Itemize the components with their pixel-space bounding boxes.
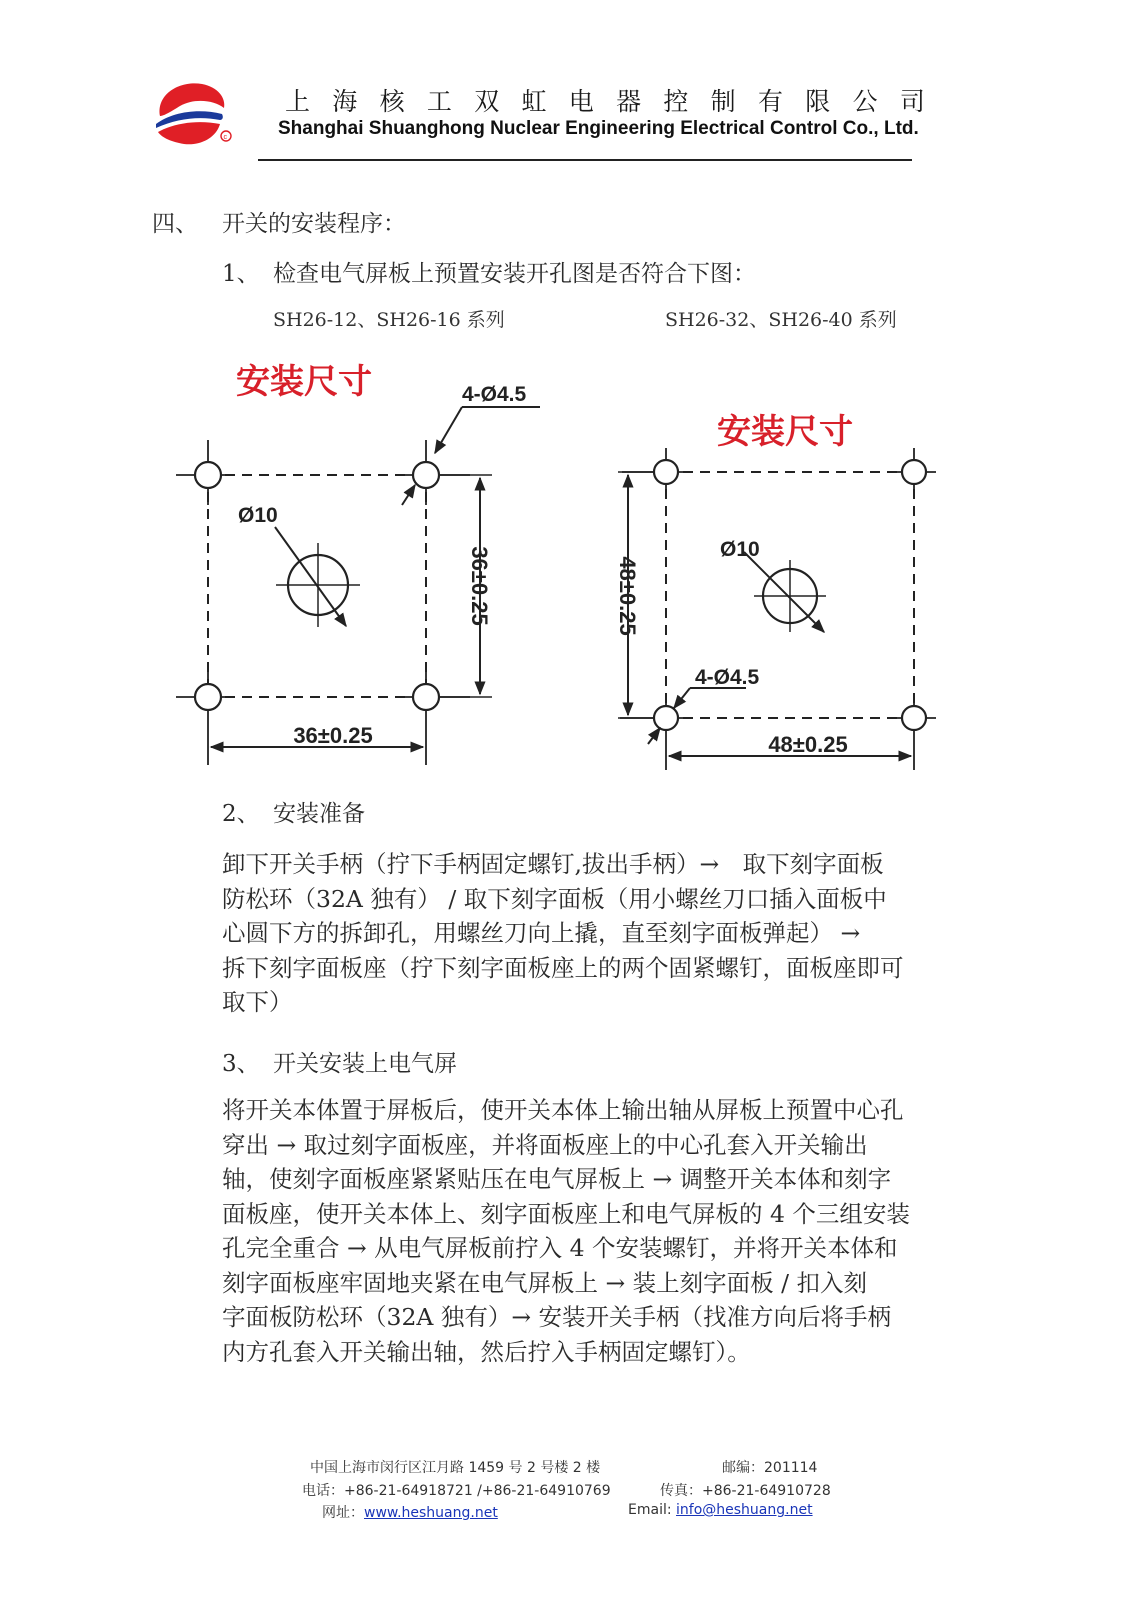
text-line: 孔完全重合 → 从电气屏板前拧入 4 个安装螺钉，并将开关本体和 <box>222 1234 898 1262</box>
vertical-dimension: 48±0.25 <box>615 556 640 636</box>
company-name-char: 海 <box>332 87 358 116</box>
company-name-en: Shanghai Shuanghong Nuclear Engineering Electrical Control Co., Ltd. <box>278 118 919 139</box>
vertical-dimension: 36±0.25 <box>467 546 492 626</box>
svg-text:c: c <box>223 134 227 141</box>
company-name-char: 有 <box>757 87 783 116</box>
section-title: 开关的安装程序： <box>222 211 406 237</box>
mounting-diagram-left <box>170 345 580 775</box>
website-link[interactable]: www.heshuang.net <box>364 1505 498 1521</box>
company-name-char: 电 <box>568 87 594 116</box>
text-line: 心圆下方的拆卸孔，用螺丝刀向上撬，直至刻字面板弹起） → <box>222 919 861 947</box>
text-line: 取下） <box>222 988 293 1016</box>
text-line: 卸下开关手柄（拧下手柄固定螺钉,拔出手柄）→ 取下刻字面板 <box>222 850 884 878</box>
section-number: 四、 <box>152 211 198 237</box>
email-label: Email: <box>628 1502 677 1518</box>
company-name-char: 虹 <box>521 87 547 116</box>
footer-address: 中国上海市闵行区江月路 1459 号 2 号楼 2 楼 <box>310 1460 601 1476</box>
text-line: 将开关本体置于屏板后，使开关本体上输出轴从屏板上预置中心孔 <box>222 1096 904 1124</box>
step2-title: 安装准备 <box>273 801 365 827</box>
company-name-char: 工 <box>426 87 452 116</box>
footer-postcode: 邮编：201114 <box>722 1460 818 1476</box>
step2-body <box>222 847 982 1020</box>
footer-website <box>322 1502 498 1522</box>
company-name-char: 上 <box>285 87 311 116</box>
step3-number: 3、 <box>222 1051 260 1077</box>
company-name-char: 公 <box>852 87 878 116</box>
mounting-hole <box>195 684 221 710</box>
footer-fax: 传真：+86-21-64910728 <box>660 1483 831 1499</box>
series-label-right: SH26-32、SH26-40 系列 <box>665 309 897 331</box>
mounting-hole <box>413 684 439 710</box>
hole-label: 4-Ø4.5 <box>695 666 760 689</box>
text-line: 防松环（32A 独有） / 取下刻字面板（用小螺丝刀口插入面板中 <box>222 884 887 913</box>
hole-label: 4-Ø4.5 <box>462 383 527 406</box>
header-divider <box>258 159 912 161</box>
footer-email <box>628 1502 813 1518</box>
mounting-hole <box>654 706 678 730</box>
mounting-hole <box>413 462 439 488</box>
step3-body <box>222 1093 982 1369</box>
footer-phone: 电话：+86-21-64918721 /+86-21-64910769 <box>302 1483 611 1499</box>
diagram-title: 安装尺寸 <box>236 363 372 401</box>
company-name-cn <box>285 82 925 118</box>
company-logo <box>150 78 236 148</box>
text-line: 面板座，使开关本体上、刻字面板座上和电气屏板的 4 个三组安装 <box>222 1199 910 1228</box>
series-label-left: SH26-12、SH26-16 系列 <box>273 309 505 331</box>
text-line: 内方孔套入开关输出轴，然后拧入手柄固定螺钉）。 <box>222 1337 751 1366</box>
company-name-char: 限 <box>805 87 831 116</box>
company-name-char: 司 <box>899 87 925 116</box>
mounting-diagram-right <box>610 400 955 780</box>
website-label: 网址： <box>322 1505 364 1521</box>
company-name-char: 双 <box>474 87 500 116</box>
text-line: 拆下刻字面板座（拧下刻字面板座上的两个固紧螺钉，面板座即可 <box>222 953 904 982</box>
mounting-hole <box>902 460 926 484</box>
mounting-hole <box>654 460 678 484</box>
step1-number: 1、 <box>222 261 260 287</box>
text-line: 刻字面板座牢固地夹紧在电气屏板上 → 装上刻字面板 / 扣入刻 <box>222 1268 867 1297</box>
text-line: 字面板防松环（32A 独有）→ 安装开关手柄（找准方向后将手柄 <box>222 1303 892 1331</box>
company-name-char: 器 <box>616 87 642 116</box>
horizontal-dimension: 48±0.25 <box>768 732 848 757</box>
mounting-hole <box>902 706 926 730</box>
company-name-char: 控 <box>663 87 689 116</box>
mounting-hole <box>195 462 221 488</box>
text-line: 穿出 → 取过刻字面板座，并将面板座上的中心孔套入开关输出 <box>222 1130 868 1159</box>
diagram-title: 安装尺寸 <box>717 413 853 451</box>
step1-text: 检查电气屏板上预置安装开孔图是否符合下图： <box>273 261 756 287</box>
center-hole-label: Ø10 <box>238 504 278 527</box>
step3-title: 开关安装上电气屏 <box>273 1051 457 1077</box>
company-name-char: 制 <box>710 87 736 116</box>
step2-number: 2、 <box>222 801 260 827</box>
text-line: 轴，使刻字面板座紧紧贴压在电气屏板上 → 调整开关本体和刻字 <box>222 1165 892 1193</box>
horizontal-dimension: 36±0.25 <box>293 723 373 748</box>
center-hole-label: Ø10 <box>720 538 760 561</box>
email-link[interactable]: info@heshuang.net <box>676 1502 813 1518</box>
company-name-char: 核 <box>379 87 405 116</box>
